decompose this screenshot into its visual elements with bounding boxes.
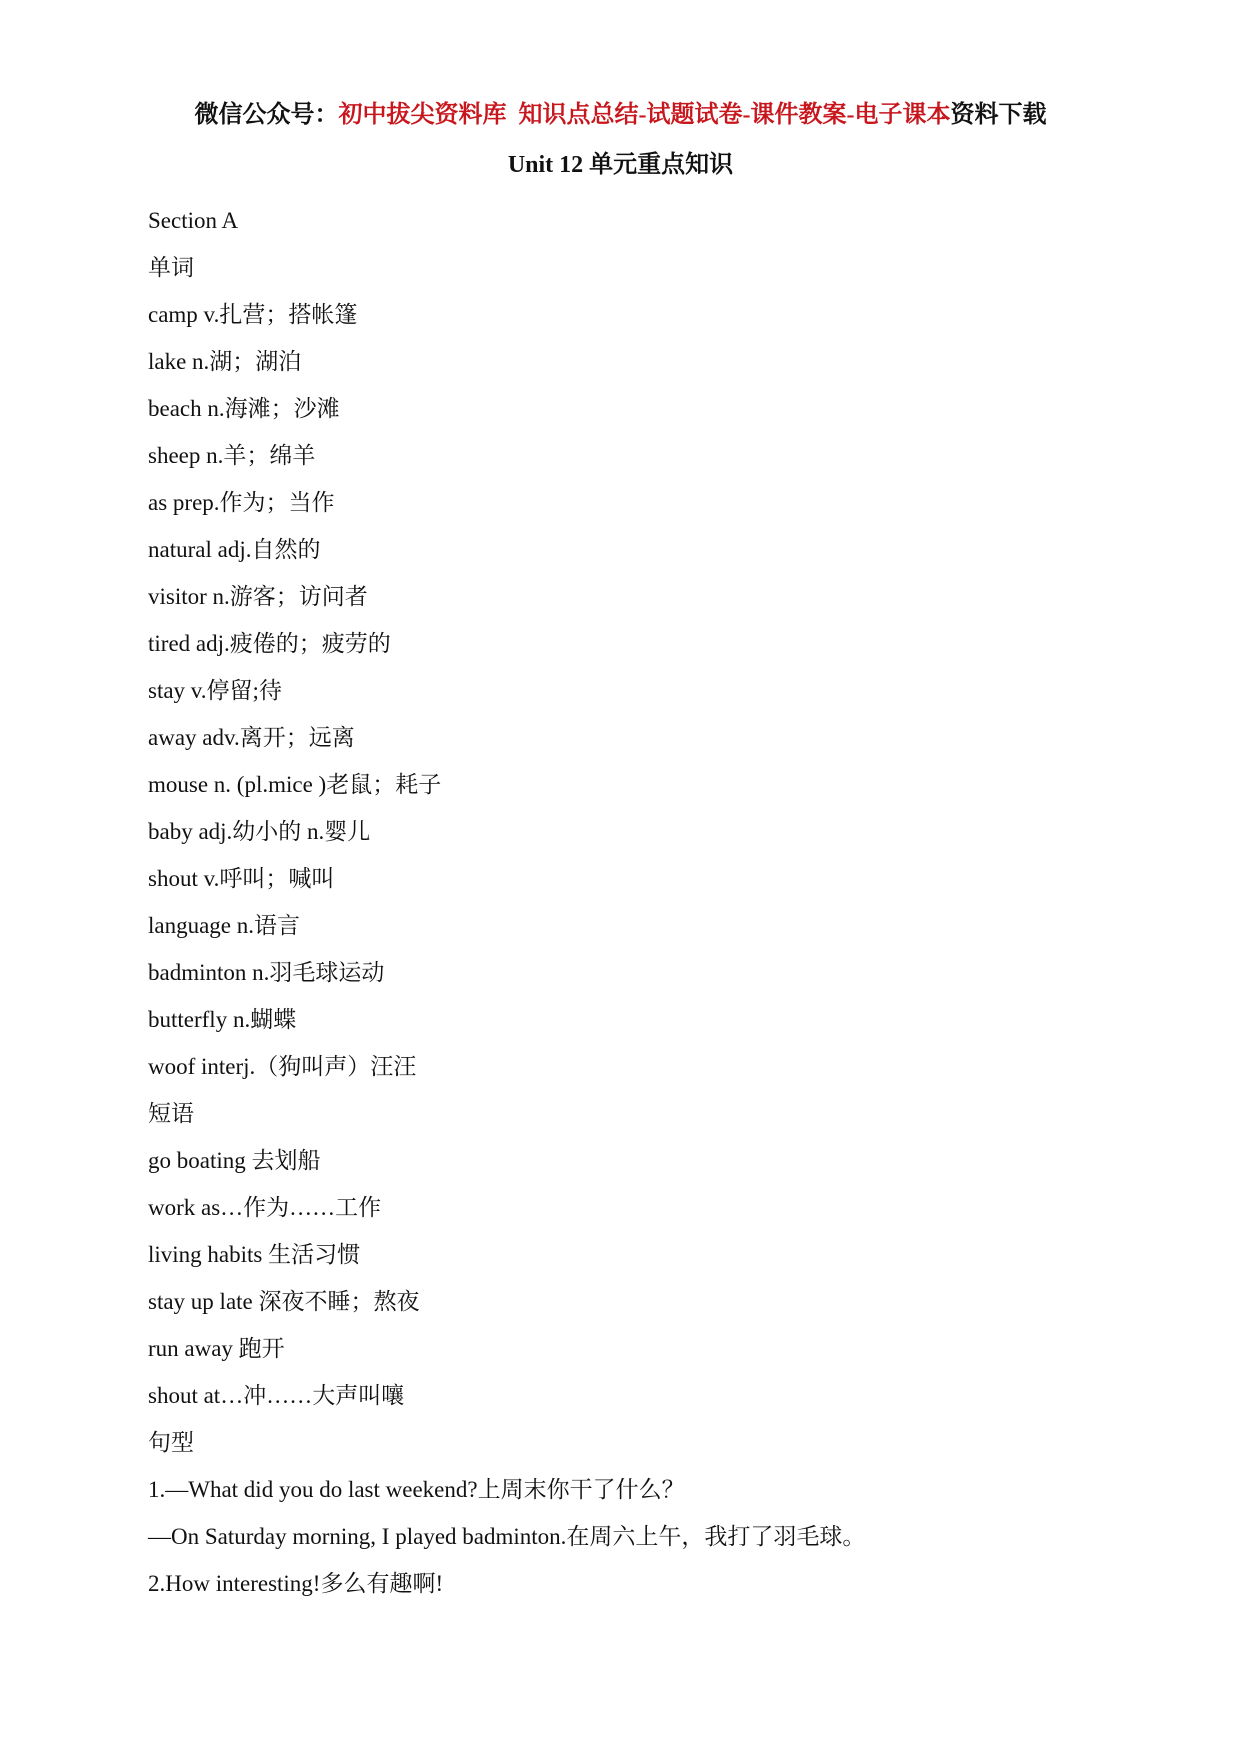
phrase-item: stay up late 深夜不睡；熬夜 xyxy=(148,1289,420,1314)
header-red-2: 知识点总结-试题试卷-课件教案-电子课本 xyxy=(518,102,951,128)
vocab-item: camp v.扎营；搭帐篷 xyxy=(148,302,358,327)
page-title: Unit 12 单元重点知识 xyxy=(507,152,734,178)
vocab-item: visitor n.游客；访问者 xyxy=(148,584,368,609)
vocab-item: baby adj.幼小的 n.婴儿 xyxy=(148,819,371,844)
vocab-item: sheep n.羊；绵羊 xyxy=(148,443,316,468)
sentence-item: 2.How interesting!多么有趣啊! xyxy=(148,1571,444,1596)
header-line xyxy=(0,100,1241,130)
vocab-item: beach n.海滩；沙滩 xyxy=(148,396,340,421)
category-heading-phrases: 短语 xyxy=(148,1101,194,1126)
vocab-item: tired adj.疲倦的；疲劳的 xyxy=(148,631,391,656)
vocab-item: shout v.呼叫；喊叫 xyxy=(148,866,335,891)
phrase-item: work as…作为……工作 xyxy=(148,1195,382,1220)
header-red-1: 初中拔尖资料库 xyxy=(338,102,507,128)
phrase-item: living habits 生活习惯 xyxy=(148,1242,361,1267)
vocab-item: badminton n.羽毛球运动 xyxy=(148,960,385,985)
section-heading: Section A xyxy=(148,208,239,233)
category-heading-words: 单词 xyxy=(148,255,194,280)
vocab-item: mouse n. (pl.mice )老鼠；耗子 xyxy=(148,772,442,797)
header-gap xyxy=(507,102,519,128)
document-body xyxy=(148,197,1148,1607)
phrase-item: go boating 去划船 xyxy=(148,1148,321,1173)
header-suffix: 资料下载 xyxy=(950,102,1047,128)
vocab-item: stay v.停留;待 xyxy=(148,678,282,703)
vocab-item: as prep.作为；当作 xyxy=(148,490,335,515)
category-heading-sentences: 句型 xyxy=(148,1430,194,1455)
phrase-item: run away 跑开 xyxy=(148,1336,285,1361)
header-prefix: 微信公众号： xyxy=(194,102,339,128)
vocab-item: woof interj.（狗叫声）汪汪 xyxy=(148,1054,417,1079)
vocab-item: natural adj.自然的 xyxy=(148,537,321,562)
vocab-item: language n.语言 xyxy=(148,913,301,938)
sentence-item: —On Saturday morning, I played badminton.在周六上午，我打了羽毛球。 xyxy=(148,1524,866,1549)
vocab-item: butterfly n.蝴蝶 xyxy=(148,1007,297,1032)
sentence-item: 1.—What did you do last weekend?上周末你干了什么？ xyxy=(148,1477,685,1502)
phrase-item: shout at…冲……大声叫嚷 xyxy=(148,1383,405,1408)
vocab-item: lake n.湖；湖泊 xyxy=(148,349,302,374)
vocab-item: away adv.离开；远离 xyxy=(148,725,355,750)
